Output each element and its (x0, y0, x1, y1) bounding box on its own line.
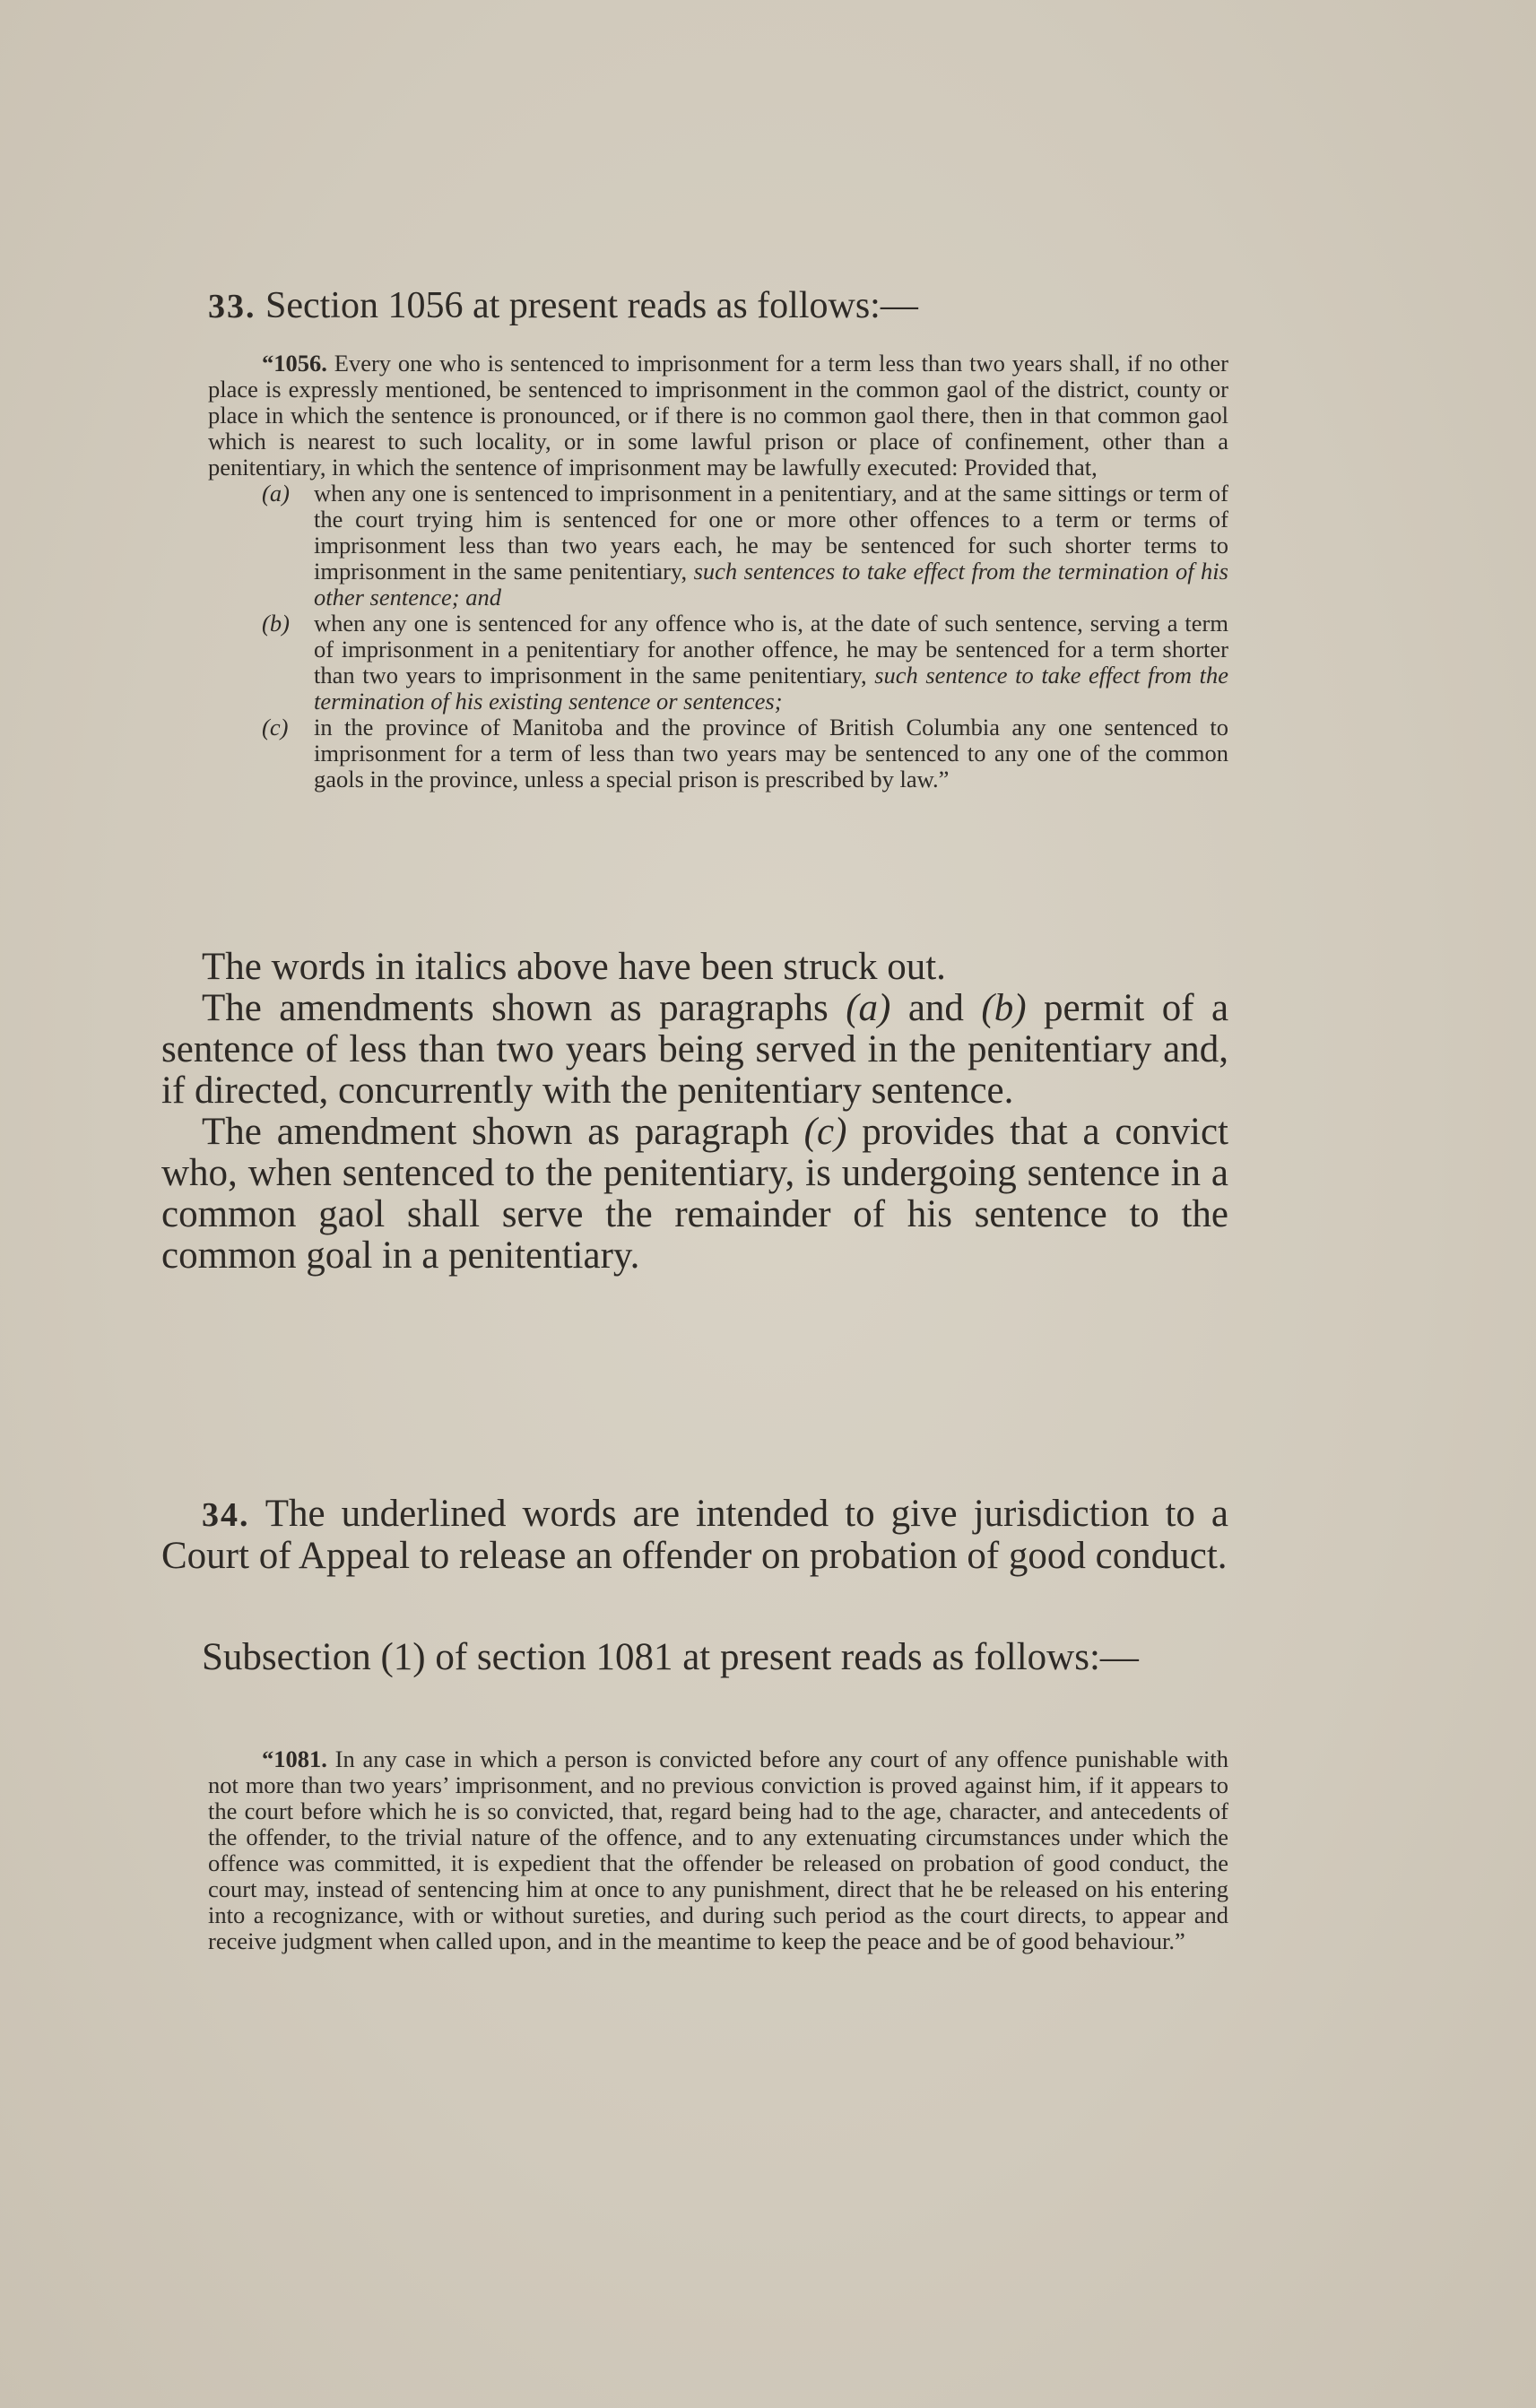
p2-text-end: permit of a sentence of less than two years being served in the penitentiary and, if directed, concurrently with the penitentiary sentence. (161, 987, 1229, 1112)
section-1081-quote (208, 1746, 1228, 1954)
item-text: when any one is sentenced for any offence who is, at the date of such sentence, serving a term of imprisonment in a penitentiary for another offence, he may be sentenced for a term shorter than two years to imprisonment in the same penitentiary, (314, 610, 1228, 689)
section-1056-items (208, 481, 1228, 793)
p2-label-a: (a) (846, 987, 891, 1029)
p3-label-c: (c) (803, 1111, 847, 1153)
paragraph-italics-note: The words in italics above have been struck out. (202, 946, 946, 988)
section-34-number: 34. (202, 1496, 250, 1534)
section-34-heading-paragraph (161, 1494, 1228, 1577)
p2-text-start: The amendments shown as paragraphs (202, 987, 829, 1029)
section-33-heading-text: Section 1056 at present reads as follows:— (265, 285, 918, 326)
item-text: in the province of Manitoba and the province of British Columbia any one sentenced to imprisonment for a term of less than two years may be sentenced to any one of the common gaols in the province, unless a special prison is prescribed by law.” (314, 714, 1228, 793)
section-1056-intro (208, 351, 1228, 481)
item-label: (b) (262, 610, 290, 637)
section-33-heading (208, 283, 1228, 329)
section-1056-number: “1056. (262, 350, 327, 377)
section-33-number: 33. (208, 288, 256, 325)
paragraph-amendments-a-b (161, 988, 1228, 1112)
section-34-heading (161, 1494, 1228, 1577)
subsection-intro-text: Subsection (1) of section 1081 at present reads as follows:— (202, 1636, 1139, 1678)
section-34-subsection-intro (161, 1637, 1228, 1678)
item-label: (c) (262, 714, 289, 741)
item-struck-italic-text: such sentence to take effect from the termination of his existing sentence or sentences; (314, 662, 1229, 715)
p2-and: and (907, 987, 964, 1029)
section-1056-quote (208, 351, 1228, 793)
section-1056-item-b (208, 611, 1228, 715)
item-struck-italic-text: such sentences to take effect from the termination of his other sentence; and (314, 558, 1228, 611)
section-1081-text (208, 1746, 1228, 1954)
section-1081-number: “1081. (262, 1745, 327, 1772)
section-34-heading-text: The underlined words are intended to give jurisdiction to a Court of Appeal to release an offender on probation of good conduct. (161, 1493, 1229, 1577)
section-1056-item-a (208, 481, 1228, 611)
paragraph-amendment-c (161, 1112, 1228, 1277)
p2-label-b: (b) (981, 987, 1027, 1029)
item-label: (a) (262, 480, 290, 507)
section-33-explanation (161, 947, 1228, 1277)
p3-text-end: provides that a convict who, when sentenced to the penitentiary, is undergoing sentence in a common gaol shall serve the remainder of his sentence to the common goal in a penitentiary. (161, 1111, 1228, 1277)
section-1056-intro-text: Every one who is sentenced to imprisonment for a term less than two years shall, if no other place is expressly mentioned, be sentenced to imprisonment in the common gaol of the district, county or place in which the sentence is pronounced, or if there is no common gaol there, then in that common gaol which is nearest to such locality, or in some lawful prison or place of confinement, other than a penitentiary, in which the sentence of imprisonment may be lawfully executed: Provided that, (208, 350, 1229, 481)
section-1081-body: In any case in which a person is convicted before any court of any offence punishable with not more than two years’ imprisonment, and no previous conviction is proved against him, if it appears to the court before which he is so convicted, that, regard being had to the age, character, and antecedents of the offender, to the trivial nature of the offence, and to any extenuating circumstances under which the offence was committed, it is expedient that the offender be released on probation of good conduct, the court may, instead of sentencing him at once to any punishment, direct that he be released on his entering into a recognizance, with or without sureties, and during such period as the court directs, to appear and receive judgment when called upon, and in the meantime to keep the peace and be of good behaviour.” (208, 1745, 1229, 1954)
item-text: when any one is sentenced to imprisonment in a penitentiary, and at the same sittings or term of the court trying him is sentenced for one or more other offences to a term or terms of imprisonment less than two years each, he may be sentenced for such shorter terms to imprisonment in the same penitentiary, (314, 480, 1228, 585)
section-1056-item-c (208, 715, 1228, 793)
p3-text-start: The amendment shown as paragraph (202, 1111, 789, 1153)
